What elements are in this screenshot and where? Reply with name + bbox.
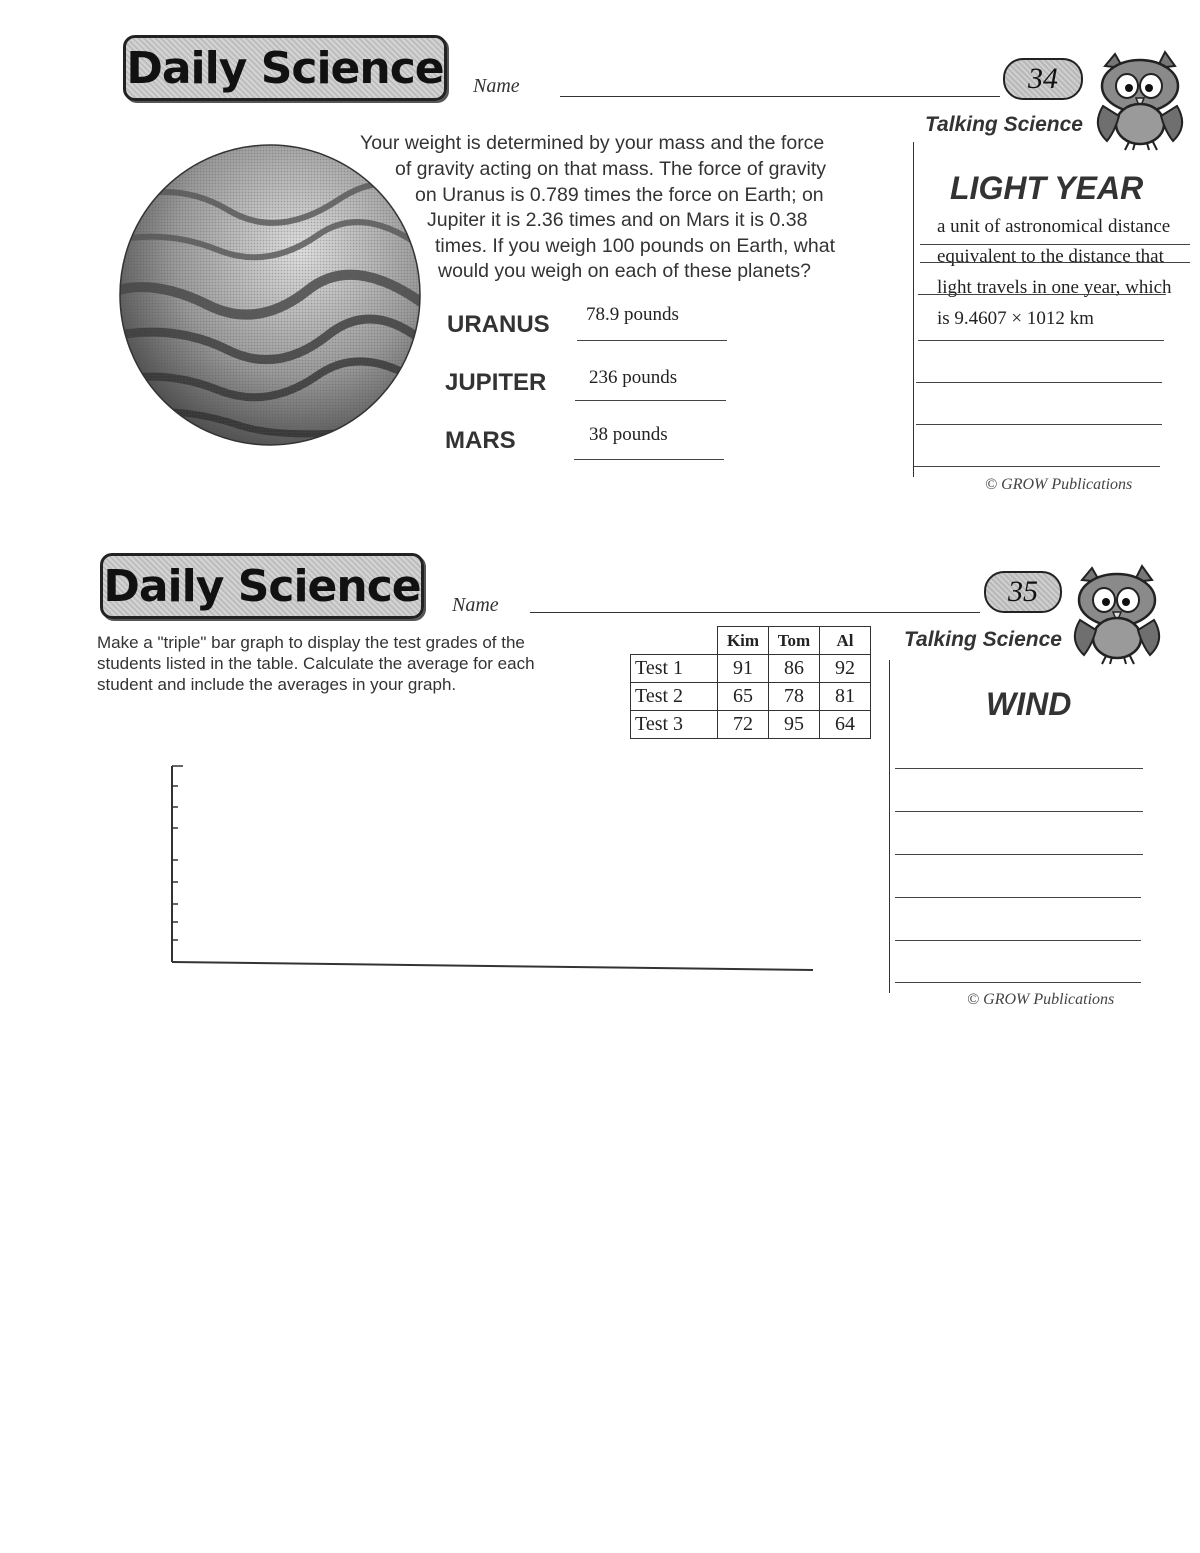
- instruction-line: student and include the averages in your graph.: [97, 675, 457, 694]
- table-cell: 65: [718, 683, 769, 711]
- table-header-row: [631, 627, 871, 655]
- writing-line: [895, 854, 1143, 855]
- table-row: [631, 711, 871, 739]
- definition-line: is 9.4607 × 1012 km: [937, 308, 1094, 329]
- writing-line: [916, 424, 1162, 425]
- writing-line: [895, 982, 1141, 983]
- name-line: [530, 612, 980, 613]
- name-label: Name: [473, 75, 520, 97]
- planet-label-jupiter: JUPITER: [445, 369, 547, 396]
- name-label: Name: [452, 594, 499, 616]
- prompt-line: on Uranus is 0.789 times the force on Earth; on: [415, 184, 824, 206]
- daily-science-title-34: [123, 35, 447, 101]
- planet-label-uranus: URANUS: [447, 311, 550, 338]
- worksheet-number-badge: [1003, 58, 1083, 100]
- name-line: [560, 96, 1000, 97]
- table-corner-cell: [631, 627, 718, 655]
- talking-science-label: Talking Science: [925, 113, 1083, 136]
- instruction-line: students listed in the table. Calculate the average for each: [97, 654, 535, 673]
- writing-line: [895, 897, 1141, 898]
- planet-illustration: [118, 140, 428, 450]
- instruction-line: Make a "triple" bar graph to display the test grades of the: [97, 633, 525, 652]
- table-row: [631, 655, 871, 683]
- divider-line: [889, 660, 890, 993]
- blank-graph-axes[interactable]: [165, 762, 820, 974]
- answer-uranus[interactable]: 78.9 pounds: [586, 304, 679, 325]
- copyright: © GROW Publications: [967, 991, 1115, 1008]
- prompt-line: of gravity acting on that mass. The force of gravity: [395, 158, 827, 180]
- grades-table: [630, 626, 871, 739]
- writing-line: [920, 244, 1190, 245]
- table-cell: 72: [718, 711, 769, 739]
- writing-line: [916, 382, 1162, 383]
- vocab-term: WIND: [986, 686, 1072, 722]
- title-text: Daily Science: [103, 560, 421, 612]
- prompt-line: Jupiter it is 2.36 times and on Mars it is 0.38: [427, 209, 808, 231]
- table-cell: 86: [769, 655, 820, 683]
- column-header-al: Al: [820, 627, 871, 655]
- owl-mascot-icon: [1062, 560, 1172, 665]
- divider-line: [913, 142, 914, 477]
- answer-line: [574, 459, 724, 460]
- column-header-kim: Kim: [718, 627, 769, 655]
- prompt-line: times. If you weigh 100 pounds on Earth, what: [435, 235, 835, 257]
- definition-line: equivalent to the distance that: [937, 246, 1164, 267]
- writing-line: [918, 340, 1164, 341]
- worksheet-number: 35: [1008, 575, 1038, 608]
- table-cell: 78: [769, 683, 820, 711]
- x-axis: [172, 962, 813, 970]
- worksheet-number: 34: [1028, 62, 1058, 95]
- row-label: Test 3: [631, 711, 718, 739]
- column-header-tom: Tom: [769, 627, 820, 655]
- table-row: [631, 683, 871, 711]
- answer-line: [575, 400, 726, 401]
- writing-line: [895, 768, 1143, 769]
- definition-line: light travels in one year, which: [937, 277, 1172, 298]
- writing-line: [895, 940, 1141, 941]
- talking-science-label: Talking Science: [904, 628, 1062, 651]
- planet-label-mars: MARS: [445, 427, 516, 454]
- table-cell: 81: [820, 683, 871, 711]
- table-cell: 95: [769, 711, 820, 739]
- copyright: © GROW Publications: [985, 476, 1133, 493]
- writing-line: [920, 262, 1190, 263]
- answer-mars[interactable]: 38 pounds: [589, 424, 668, 445]
- writing-line: [914, 466, 1160, 467]
- writing-line: [918, 294, 1166, 295]
- table-cell: 91: [718, 655, 769, 683]
- row-label: Test 2: [631, 683, 718, 711]
- prompt-line: Your weight is determined by your mass and the force: [360, 132, 825, 154]
- answer-line: [577, 340, 727, 341]
- table-cell: 92: [820, 655, 871, 683]
- prompt-line: would you weigh on each of these planets?: [438, 260, 811, 282]
- daily-science-title-35: [100, 553, 424, 619]
- answer-jupiter[interactable]: 236 pounds: [589, 367, 678, 388]
- title-text: Daily Science: [126, 42, 444, 94]
- definition-line: a unit of astronomical distance: [937, 216, 1171, 237]
- row-label: Test 1: [631, 655, 718, 683]
- writing-line: [895, 811, 1143, 812]
- worksheet-number-badge: [984, 571, 1062, 613]
- table-cell: 64: [820, 711, 871, 739]
- owl-mascot-icon: [1085, 46, 1195, 151]
- vocab-term: LIGHT YEAR: [950, 170, 1144, 206]
